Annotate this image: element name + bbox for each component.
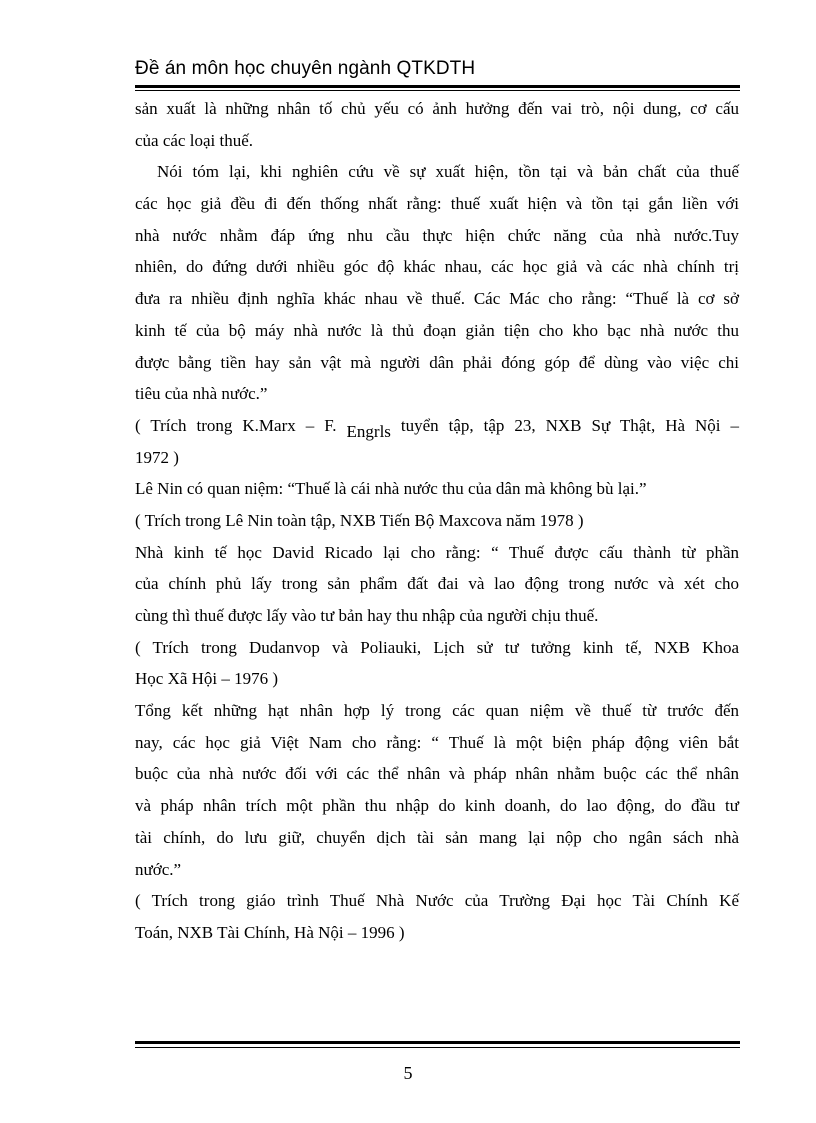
text-line: nhà nước nhằm đáp ứng nhu cầu thực hiện chức năng của nhà nước.Tuy bbox=[135, 225, 739, 245]
text-line: nước.” bbox=[135, 859, 182, 879]
footer-rule-thin bbox=[135, 1047, 740, 1048]
text-line: đưa ra nhiều định nghĩa khác nhau về thuế. Các Mác cho rằng: “Thuế là cơ sở bbox=[135, 289, 739, 309]
citation-marx-name: Engrls bbox=[346, 421, 391, 441]
citation-marx-before: ( Trích trong K.Marx – F. bbox=[135, 415, 337, 435]
text-line: tài chính, do lưu giữ, chuyển dịch tài sản mang lại nộp cho ngân sách nhà bbox=[135, 827, 739, 847]
citation-marx-year: 1972 ) bbox=[135, 447, 179, 467]
text-line: Nhà kinh tế học David Ricado lại cho rằng: “ Thuế được cấu thành từ phần bbox=[135, 542, 739, 562]
citation-line: ( Trích trong Dudanvop và Poliauki, Lịch sử tư tưởng kinh tế, NXB Khoa bbox=[135, 637, 739, 657]
text-line: kinh tế của bộ máy nhà nước là thủ đoạn giản tiện cho kho bạc nhà nước thu bbox=[135, 320, 739, 340]
text-line: nay, các học giả Việt Nam cho rằng: “ Thuế là một biện pháp động viên bắt bbox=[135, 732, 739, 752]
header-rule-thick bbox=[135, 85, 740, 88]
page-number: 5 bbox=[403, 1063, 413, 1083]
text-line: tiêu của nhà nước.” bbox=[135, 384, 268, 404]
text-line: của các loại thuế. bbox=[135, 130, 253, 150]
text-line: buộc của nhà nước đối với các thể nhân và pháp nhân nhằm buộc các thể nhân bbox=[135, 764, 739, 784]
text-line: Tổng kết những hạt nhân hợp lý trong các quan niệm về thuế từ trước đến bbox=[135, 701, 739, 721]
citation-marx-line bbox=[135, 410, 739, 442]
citation-line: Học Xã Hội – 1976 ) bbox=[135, 669, 279, 689]
citation-line: ( Trích trong Lê Nin toàn tập, NXB Tiến Bộ Maxcova năm 1978 ) bbox=[135, 510, 584, 530]
text-line: và pháp nhân trích một phần thu nhập do kinh doanh, do lao động, do đầu tư bbox=[135, 796, 739, 816]
footer-rule-thick bbox=[135, 1041, 740, 1044]
citation-marx-after: tuyển tập, tập 23, NXB Sự Thật, Hà Nội – bbox=[400, 415, 739, 435]
body-text bbox=[135, 93, 739, 949]
text-line: cùng thì thuế được lấy vào tư bản hay thu nhập của người chịu thuế. bbox=[135, 606, 599, 625]
text-line: sản xuất là những nhân tố chủ yếu có ảnh hưởng đến vai trò, nội dung, cơ cấu bbox=[135, 99, 739, 118]
header-rule-thin bbox=[135, 90, 740, 91]
text-line: được bằng tiền hay sản vật mà người dân phải đóng góp để dùng vào việc chi bbox=[135, 352, 739, 372]
paragraph-start-line: Nói tóm lại, khi nghiên cứu về sự xuất hiện, tồn tại và bản chất của thuế bbox=[157, 162, 739, 182]
citation-line: Toán, NXB Tài Chính, Hà Nội – 1996 ) bbox=[135, 922, 405, 942]
text-line: nhiên, do đứng dưới nhiều góc độ khác nhau, các học giả và các nhà chính trị bbox=[135, 257, 739, 277]
page-header-title: Đề án môn học chuyên ngành QTKDTH bbox=[135, 58, 476, 79]
text-line: các học giả đều đi đến thống nhất rằng: thuế xuất hiện và tồn tại gắn liền với bbox=[135, 194, 739, 214]
text-line: Lê Nin có quan niệm: “Thuế là cái nhà nước thu của dân mà không bù lại.” bbox=[135, 479, 647, 499]
text-line: của chính phủ lấy trong sản phẩm đất đai và lao động trong nước và xét cho bbox=[135, 574, 739, 594]
citation-line: ( Trích trong giáo trình Thuế Nhà Nước của Trường Đại học Tài Chính Kế bbox=[135, 891, 739, 911]
